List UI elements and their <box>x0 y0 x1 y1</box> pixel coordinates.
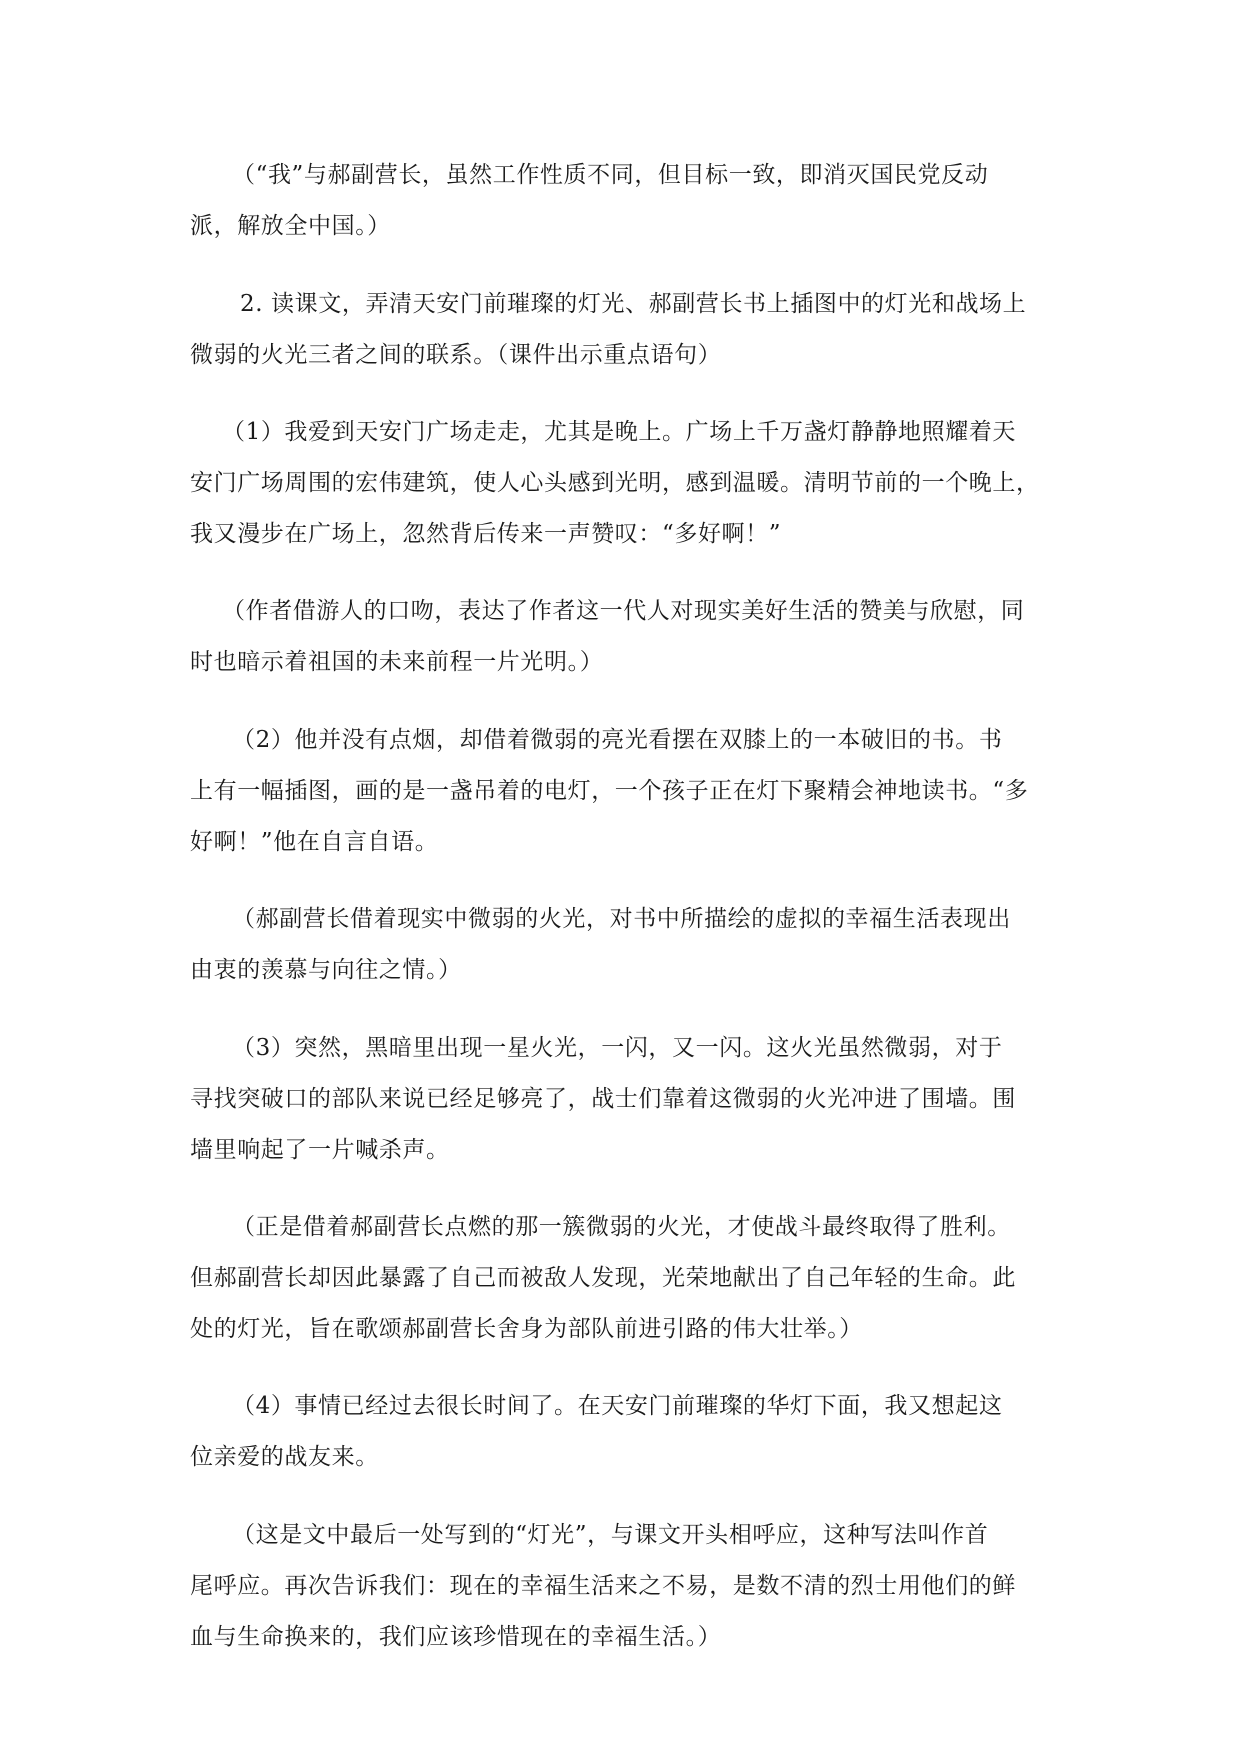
text-line: 处的灯光，旨在歌颂郝副营长舍身为部队前进引路的伟大壮举。） <box>190 1316 863 1342</box>
text-line: 寻找突破口的部队来说已经足够亮了，战士们靠着这微弱的火光冲进了围墙。围 <box>190 1086 1016 1112</box>
text-line: （3）突然，黑暗里出现一星火光，一闪，又一闪。这火光虽然微弱，对于 <box>232 1035 1003 1061</box>
text-line: 位亲爱的战友来。 <box>190 1444 379 1470</box>
text-line: 安门广场周围的宏伟建筑，使人心头感到光明，感到温暖。清明节前的一个晚上， <box>190 470 1040 496</box>
text-line: （1）我爱到天安门广场走走，尤其是晚上。广场上千万盏灯静静地照耀着天 <box>222 419 1017 445</box>
text-line: 时也暗示着祖国的未来前程一片光明。） <box>190 649 604 675</box>
text-line: 上有一幅插图，画的是一盏吊着的电灯，一个孩子正在灯下聚精会神地读书。“多 <box>190 778 1029 804</box>
text-line: 血与生命换来的，我们应该珍惜现在的幸福生活。） <box>190 1624 722 1650</box>
text-line: （2）他并没有点烟，却借着微弱的亮光看摆在双膝上的一本破旧的书。书 <box>232 727 1003 753</box>
text-line: 好啊！”他在自言自语。 <box>190 829 439 855</box>
text-line: 派，解放全中国。） <box>190 213 391 239</box>
text-line: 墙里响起了一片喊杀声。 <box>190 1137 450 1163</box>
text-line: 微弱的火光三者之间的联系。（课件出示重点语句） <box>190 342 722 368</box>
text-line: （“我”与郝副营长，虽然工作性质不同，但目标一致，即消灭国民党反动 <box>232 162 989 188</box>
text-line: （郝副营长借着现实中微弱的火光，对书中所描绘的虚拟的幸福生活表现出 <box>232 906 1011 932</box>
text-line: （这是文中最后一处写到的“灯光”，与课文开头相呼应，这种写法叫作首 <box>232 1522 989 1548</box>
text-line: 我又漫步在广场上，忽然背后传来一声赞叹：“多好啊！” <box>190 521 782 547</box>
text-line: 尾呼应。再次告诉我们：现在的幸福生活来之不易，是数不清的烈士用他们的鲜 <box>190 1573 1016 1599</box>
text-line: （正是借着郝副营长点燃的那一簇微弱的火光，才使战斗最终取得了胜利。 <box>232 1214 1011 1240</box>
text-line: 但郝副营长却因此暴露了自己而被敌人发现，光荣地献出了自己年轻的生命。此 <box>190 1265 1016 1291</box>
text-line: 2. 读课文，弄清天安门前璀璨的灯光、郝副营长书上插图中的灯光和战场上 <box>240 291 1027 317</box>
text-line: （作者借游人的口吻，表达了作者这一代人对现实美好生活的赞美与欣慰，同 <box>222 598 1025 624</box>
text-line: 由衷的羡慕与向往之情。） <box>190 957 462 983</box>
text-line: （4）事情已经过去很长时间了。在天安门前璀璨的华灯下面，我又想起这 <box>232 1393 1003 1419</box>
